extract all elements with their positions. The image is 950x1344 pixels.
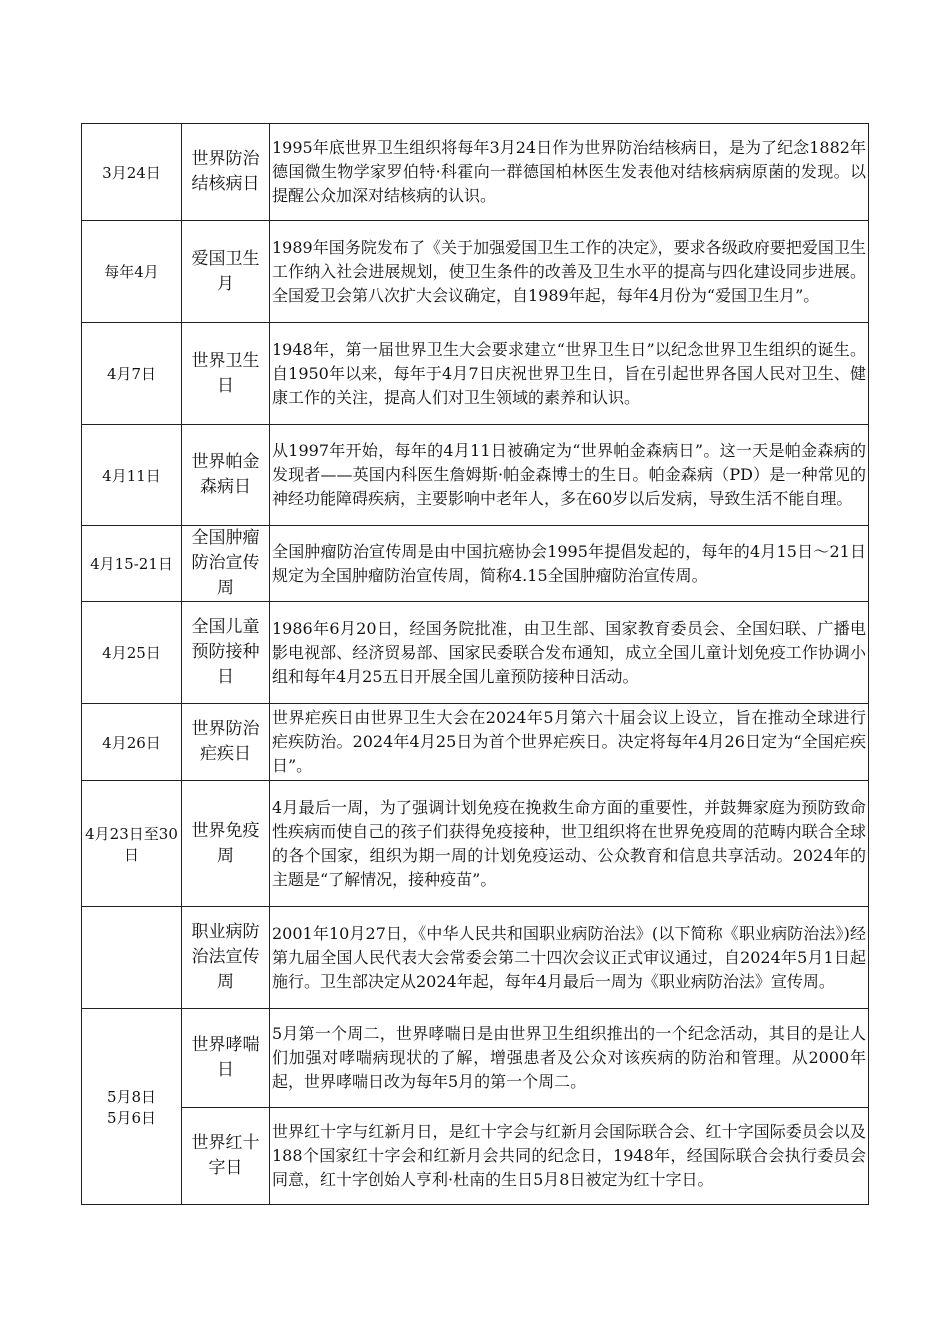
date-cell xyxy=(82,1009,182,1205)
table-row xyxy=(82,323,869,425)
observance-name-cell: 世界哮喘日 xyxy=(182,1009,270,1108)
observance-name-cell: 世界免疫周 xyxy=(182,781,270,907)
date-cell: 4月11日 xyxy=(82,425,182,526)
observance-name-cell: 世界红十字日 xyxy=(182,1108,270,1205)
observance-name-cell: 爱国卫生月 xyxy=(182,221,270,323)
table-row xyxy=(82,124,869,221)
health-days-table xyxy=(81,123,869,1205)
table-row xyxy=(82,526,869,602)
description-cell: 1948年，第一届世界卫生大会要求建立“世界卫生日”以纪念世界卫生组织的诞生。自1950年以来，每年于4月7日庆祝世界卫生日，旨在引起世界各国人民对卫生、健康工作的关注，提高人们对卫生领域的素养和认识。 xyxy=(270,323,869,425)
table-row xyxy=(82,1108,869,1205)
date-cell: 4月15-21日 xyxy=(82,526,182,602)
description-cell: 从1997年开始，每年的4月11日被确定为“世界帕金森病日”。这一天是帕金森病的发现者——英国内科医生詹姆斯·帕金森博士的生日。帕金森病（PD）是一种常见的神经功能障碍疾病，主要影响中老年人，多在60岁以后发病，导致生活不能自理。 xyxy=(270,425,869,526)
observance-name-cell: 职业病防治法宣传周 xyxy=(182,907,270,1009)
date-cell: 4月7日 xyxy=(82,323,182,425)
observance-name-cell: 世界卫生日 xyxy=(182,323,270,425)
table-row xyxy=(82,602,869,704)
date-cell: 3月24日 xyxy=(82,124,182,221)
table-row xyxy=(82,1009,869,1108)
table-row xyxy=(82,907,869,1009)
observance-name-cell: 世界防治结核病日 xyxy=(182,124,270,221)
description-cell: 5月第一个周二，世界哮喘日是由世界卫生组织推出的一个纪念活动，其目的是让人们加强对哮喘病现状的了解，增强患者及公众对该疾病的防治和管理。从2000年起，世界哮喘日改为每年5月的第一个周二。 xyxy=(270,1009,869,1108)
observance-name-cell: 世界防治疟疾日 xyxy=(182,704,270,781)
date-cell: 4月25日 xyxy=(82,602,182,704)
observance-name-cell: 全国儿童预防接种日 xyxy=(182,602,270,704)
table-row xyxy=(82,425,869,526)
table-row xyxy=(82,704,869,781)
date-line: 5月8日 xyxy=(106,1087,157,1106)
description-cell: 1995年底世界卫生组织将每年3月24日作为世界防治结核病日，是为了纪念1882年德国微生物学家罗伯特·科霍向一群德国柏林医生发表他对结核病病原菌的发现。以提醒公众加深对结核病的认识。 xyxy=(270,124,869,221)
description-cell: 世界红十字与红新月日，是红十字会与红新月会国际联合会、红十字国际委员会以及188个国家红十字会和红新月会共同的纪念日，1948年，经国际联合会执行委员会同意，红十字创始人亨利·杜南的生日5月8日被定为红十字日。 xyxy=(270,1108,869,1205)
date-cell: 4月23日至30日 xyxy=(82,781,182,907)
description-cell: 全国肿瘤防治宣传周是由中国抗癌协会1995年提倡发起的，每年的4月15日～21日规定为全国肿瘤防治宣传周，简称4.15全国肿瘤防治宣传周。 xyxy=(270,526,869,602)
description-cell: 世界疟疾日由世界卫生大会在2024年5月第六十届会议上设立，旨在推动全球进行疟疾防治。2024年4月25日为首个世界疟疾日。决定将每年4月26日定为“全国疟疾日”。 xyxy=(270,704,869,781)
date-line: 5月6日 xyxy=(106,1108,157,1127)
description-cell: 2001年10月27日，《中华人民共和国职业病防治法》(以下简称《职业病防治法》)经第九届全国人民代表大会常委会第二十四次会议正式审议通过，自2024年5月1日起施行。卫生部决定从2024年起，每年4月最后一周为《职业病防治法》宣传周。 xyxy=(270,907,869,1009)
table-row xyxy=(82,221,869,323)
observance-name-cell: 世界帕金森病日 xyxy=(182,425,270,526)
description-cell: 1986年6月20日，经国务院批准，由卫生部、国家教育委员会、全国妇联、广播电影电视部、经济贸易部、国家民委联合发布通知，成立全国儿童计划免疫工作协调小组和每年4月25五日开展全国儿童预防接种日活动。 xyxy=(270,602,869,704)
date-cell xyxy=(82,907,182,1009)
table-row xyxy=(82,781,869,907)
description-cell: 1989年国务院发布了《关于加强爱国卫生工作的决定》，要求各级政府要把爱国卫生工作纳入社会进展规划，使卫生条件的改善及卫生水平的提高与四化建设同步进展。全国爱卫会第八次扩大会议确定，自1989年起，每年4月份为“爱国卫生月”。 xyxy=(270,221,869,323)
description-cell: 4月最后一周，为了强调计划免疫在挽救生命方面的重要性，并鼓舞家庭为预防致命性疾病而使自己的孩子们获得免疫接种，世卫组织将在世界免疫周的范畴内联合全球的各个国家，组织为期一周的计划免疫运动、公众教育和信息共享活动。2024年的主题是“了解情况，接种疫苗”。 xyxy=(270,781,869,907)
observance-name-cell: 全国肿瘤防治宣传周 xyxy=(182,526,270,602)
date-cell: 4月26日 xyxy=(82,704,182,781)
date-cell: 每年4月 xyxy=(82,221,182,323)
